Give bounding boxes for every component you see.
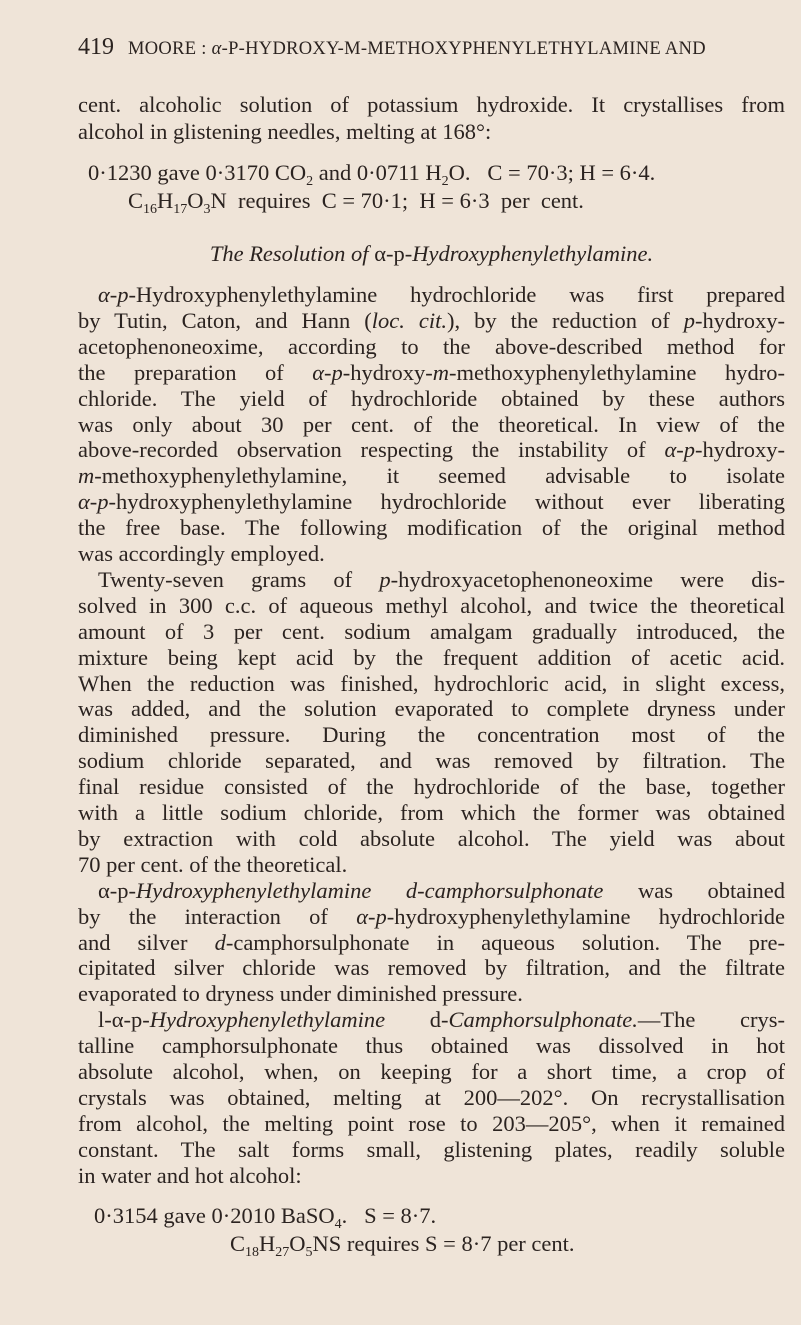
text-run: constant. The salt forms small, glistening plates, readily soluble bbox=[78, 1136, 785, 1162]
text-run: amount of 3 per cent. sodium amalgam gradually introduced, the bbox=[78, 618, 785, 644]
text-run: O bbox=[187, 188, 204, 213]
italic-run: α-p- bbox=[312, 359, 351, 385]
text-line bbox=[78, 360, 785, 386]
text-line bbox=[78, 92, 785, 118]
text-run: hydroxyphenylethylamine hydrochloride without ever liberating bbox=[116, 489, 785, 515]
analysis-formula bbox=[128, 188, 584, 217]
text-line bbox=[78, 412, 785, 438]
text-line bbox=[78, 981, 785, 1007]
text-line bbox=[78, 334, 785, 360]
text-run: alcohol in glistening needles, melting at 168°: bbox=[78, 119, 492, 144]
text-run: and silver bbox=[78, 929, 215, 955]
running-header bbox=[78, 34, 788, 61]
text-run: hydroxyphenylethylamine hydrochloride bbox=[394, 903, 785, 929]
text-run: ), by the reduction of bbox=[446, 307, 684, 333]
text-run: mixture being kept acid by the frequent addition of acetic acid. bbox=[78, 644, 785, 670]
text-line bbox=[78, 1059, 785, 1085]
text-line bbox=[78, 748, 785, 774]
text-line bbox=[78, 774, 785, 800]
text-run: was obtained bbox=[603, 877, 786, 903]
subscript: 27 bbox=[275, 1245, 290, 1260]
text-run: -methoxyphenylethylamine, it seemed advisable to isolate bbox=[94, 463, 785, 489]
italic-run: The Resolution of bbox=[209, 241, 375, 266]
text-line bbox=[78, 541, 785, 567]
text-run: talline camphorsulphonate thus obtained was dissolved in hot bbox=[78, 1033, 785, 1059]
text-run: was only about 30 per cent. of the theoretical. In view of the bbox=[78, 411, 785, 437]
text-run: from alcohol, the melting point rose to 203—205°, when it remained bbox=[78, 1110, 785, 1136]
text-run: 0·1230 gave 0·3170 CO bbox=[88, 160, 307, 185]
subscript: 2 bbox=[306, 174, 314, 189]
text-run: Twenty-seven grams of bbox=[98, 566, 380, 592]
text-line bbox=[78, 593, 785, 619]
text-run: . S = 8·7. bbox=[341, 1203, 437, 1228]
text-line bbox=[78, 930, 785, 956]
text-run: -camphorsulphonate in aqueous solution. The pre- bbox=[225, 929, 785, 955]
text-run: solved in 300 c.c. of aqueous methyl alcohol, and twice the theoretical bbox=[78, 592, 785, 618]
text-run: C bbox=[230, 1231, 246, 1256]
text-run: by extraction with cold absolute alcohol. The yield was about bbox=[78, 825, 785, 851]
text-run: Hydroxyphenylethylamine hydrochloride was first prepared bbox=[136, 282, 785, 307]
text-run: sodium chloride separated, and was removed by filtration. The bbox=[78, 748, 785, 774]
text-line bbox=[78, 1163, 785, 1189]
text-run: MOORE : bbox=[128, 39, 212, 59]
text-line bbox=[78, 386, 785, 412]
text-run: α-p- bbox=[374, 241, 413, 266]
text-run: hydroxy- bbox=[702, 437, 785, 463]
text-run: H bbox=[259, 1231, 276, 1256]
subscript: 5 bbox=[305, 1245, 313, 1260]
italic-run: m bbox=[78, 463, 95, 489]
italic-run: Camphorsulphonate. bbox=[448, 1007, 638, 1033]
running-title bbox=[128, 39, 706, 60]
text-run: final residue consisted of the hydrochloride of the base, together bbox=[78, 774, 785, 800]
text-line bbox=[78, 852, 785, 878]
italic-run: p bbox=[379, 566, 391, 592]
text-run: -hydroxyacetophenoneoxime were dis- bbox=[390, 566, 785, 592]
text-run: O bbox=[289, 1231, 306, 1256]
text-line bbox=[78, 1007, 785, 1033]
analysis-formula bbox=[94, 1203, 437, 1232]
text-run: by the interaction of bbox=[78, 903, 357, 929]
subscript: 3 bbox=[203, 202, 211, 217]
italic-run: p bbox=[683, 307, 696, 333]
text-line bbox=[78, 878, 785, 904]
text-line bbox=[78, 437, 785, 463]
text-run: evaporated to dryness under diminished pressure. bbox=[78, 981, 523, 1007]
text-run: d- bbox=[429, 1007, 449, 1033]
analysis-formula bbox=[88, 160, 656, 189]
text-run: H bbox=[157, 188, 174, 213]
text-line bbox=[78, 826, 785, 852]
italic-run: d bbox=[214, 929, 226, 955]
subscript: 17 bbox=[173, 202, 188, 217]
text-run: the free base. The following modification of the original method bbox=[78, 515, 785, 541]
text-run: hydroxy- bbox=[350, 359, 433, 385]
text-line bbox=[78, 619, 785, 645]
italic-run: α-p- bbox=[78, 489, 117, 515]
text-run: was added, and the solution evaporated to complete dryness under bbox=[78, 696, 785, 722]
italic-run: Hydroxyphenylethylamine bbox=[149, 1007, 430, 1033]
text-line bbox=[78, 515, 785, 541]
text-run: absolute alcohol, when, on keeping for a short time, a crop of bbox=[78, 1059, 785, 1084]
analysis-formula bbox=[230, 1231, 575, 1260]
text-line bbox=[78, 722, 785, 748]
subscript: 16 bbox=[143, 202, 158, 217]
text-run: —The crys- bbox=[637, 1007, 785, 1033]
italic-run: α bbox=[211, 39, 222, 59]
subscript: 2 bbox=[441, 174, 449, 189]
text-line bbox=[78, 1085, 785, 1111]
text-run: the preparation of bbox=[78, 359, 313, 385]
text-run: NS requires S = 8·7 per cent. bbox=[312, 1231, 575, 1256]
text-run: C bbox=[128, 188, 144, 213]
text-line bbox=[78, 800, 785, 826]
text-line bbox=[78, 308, 785, 334]
text-run: cipitated silver chloride was removed by filtration, and the filtrate bbox=[78, 955, 785, 981]
text-run: When the reduction was finished, hydrochloric acid, in slight excess, bbox=[78, 670, 785, 696]
text-run: with a little sodium chloride, from which the former was obtained bbox=[78, 800, 785, 825]
text-line bbox=[78, 1137, 785, 1163]
text-line bbox=[78, 119, 785, 145]
text-run: 70 per cent. of the theoretical. bbox=[78, 851, 348, 877]
italic-run: loc. cit. bbox=[371, 307, 447, 333]
text-line bbox=[78, 696, 785, 722]
text-run: acetophenoneoxime, according to the above-described method for bbox=[78, 333, 785, 359]
page-number: 419 bbox=[78, 34, 114, 60]
text-run: N requires C = 70·1; H = 6·3 per cent. bbox=[210, 188, 584, 213]
text-run: chloride. The yield of hydrochloride obtained by these authors bbox=[78, 385, 785, 411]
text-run: crystals was obtained, melting at 200—202°. On recrystallisation bbox=[78, 1084, 785, 1110]
subscript: 18 bbox=[245, 1245, 260, 1260]
text-line bbox=[78, 489, 785, 515]
text-run: in water and hot alcohol: bbox=[78, 1162, 302, 1188]
text-line bbox=[78, 282, 785, 308]
text-line bbox=[78, 645, 785, 671]
italic-run: Hydroxyphenylethylamine. bbox=[412, 241, 654, 266]
text-run: α-p- bbox=[98, 877, 137, 903]
italic-run: α-p- bbox=[664, 437, 703, 463]
text-line bbox=[78, 671, 785, 697]
text-line bbox=[78, 1033, 785, 1059]
text-line bbox=[78, 955, 785, 981]
italic-run: α-p- bbox=[356, 903, 395, 929]
text-run: 0·3154 gave 0·2010 BaSO bbox=[94, 1203, 335, 1228]
text-run: and 0·0711 H bbox=[313, 160, 442, 185]
text-line bbox=[78, 1111, 785, 1137]
italic-run: Hydroxyphenylethylamine d-camphorsulphonate bbox=[136, 877, 604, 903]
italic-run: m bbox=[432, 359, 450, 385]
text-run: above-recorded observation respecting the instability of bbox=[78, 437, 665, 463]
text-run: -hydroxy- bbox=[695, 307, 785, 333]
text-run: cent. alcoholic solution of potassium hydroxide. It crystallises from bbox=[78, 92, 785, 117]
text-run: O. C = 70·3; H = 6·4. bbox=[448, 160, 656, 185]
text-run: l-α-p- bbox=[98, 1007, 150, 1033]
text-line bbox=[78, 463, 785, 489]
text-run: by Tutin, Caton, and Hann ( bbox=[78, 307, 372, 333]
text-line bbox=[78, 904, 785, 930]
text-run: -P-HYDROXY-M-METHOXYPHENYLETHYLAMINE AND bbox=[221, 39, 706, 59]
italic-run: α-p- bbox=[98, 282, 137, 307]
section-heading bbox=[78, 241, 785, 267]
subscript: 4 bbox=[334, 1217, 342, 1232]
text-run: diminished pressure. During the concentration most of the bbox=[78, 722, 785, 748]
text-line bbox=[78, 567, 785, 593]
text-run: was accordingly employed. bbox=[78, 541, 325, 566]
text-run: -methoxyphenylethylamine hydro- bbox=[449, 359, 785, 385]
